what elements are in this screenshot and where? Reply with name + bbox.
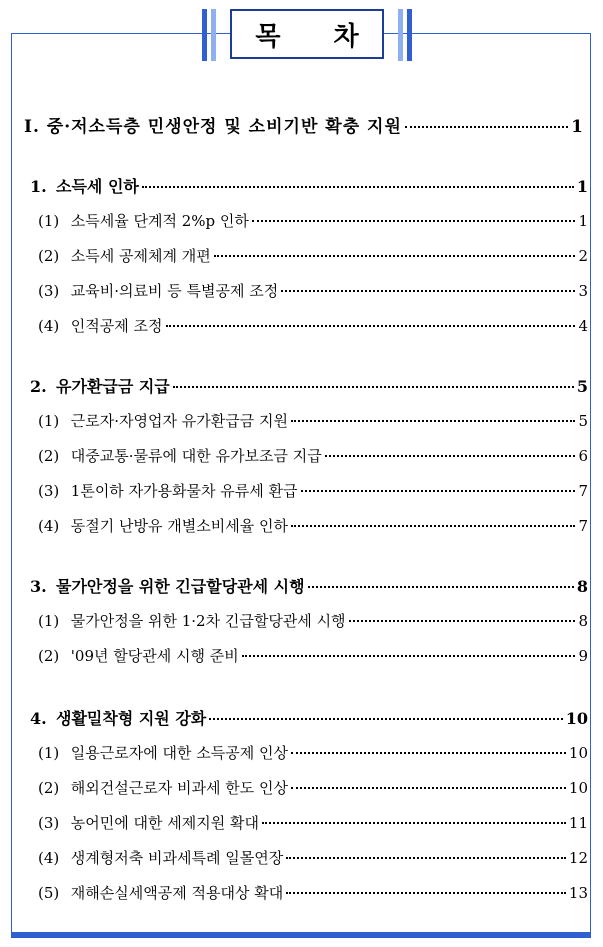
item-page: 9	[578, 647, 588, 665]
item-number: (2)	[38, 247, 60, 265]
item-number: (2)	[38, 447, 60, 465]
item-page: 4	[578, 317, 588, 335]
leader-dots	[291, 787, 566, 789]
item-number: (3)	[38, 282, 60, 300]
leader-dots	[349, 620, 576, 622]
item-label: 소득세 공제체계 개편	[70, 247, 211, 265]
item-page: 6	[578, 447, 588, 465]
toc-item[interactable]	[38, 245, 588, 266]
item-label: 해외건설근로자 비과세 한도 인상	[70, 779, 288, 797]
section-number: 3.	[30, 577, 47, 596]
toc-item[interactable]	[38, 610, 588, 631]
leader-dots	[142, 186, 574, 188]
item-label: 생계형저축 비과세특례 일몰연장	[70, 849, 284, 867]
toc-item[interactable]	[38, 882, 588, 903]
item-label: 인적공제 조정	[70, 317, 163, 335]
item-page: 5	[578, 412, 588, 430]
leader-dots	[209, 718, 562, 720]
item-label: 근로자·자영업자 유가환급금 지원	[70, 412, 288, 430]
toc-item[interactable]	[38, 812, 588, 833]
title-bar-right-dark	[407, 9, 412, 61]
toc-item[interactable]	[38, 847, 588, 868]
section-page: 5	[576, 377, 588, 396]
leader-dots	[308, 586, 574, 588]
chapter-label: Ⅰ. 중·저소득층 민생안정 및 소비기반 확충 지원	[24, 117, 402, 137]
toc-item[interactable]	[38, 445, 588, 466]
item-number: (2)	[38, 779, 60, 797]
item-number: (1)	[38, 612, 60, 630]
section-label: 유가환급금 지급	[56, 377, 170, 396]
item-page: 11	[568, 814, 588, 832]
item-label: 물가안정을 위한 1·2차 긴급할당관세 시행	[70, 612, 346, 630]
leader-dots	[286, 857, 566, 859]
leader-dots	[301, 490, 576, 492]
item-label: 대중교통·물류에 대한 유가보조금 지급	[70, 447, 322, 465]
toc-section-4[interactable]	[30, 706, 588, 729]
item-number: (1)	[38, 744, 60, 762]
title-banner	[202, 9, 412, 61]
item-page: 7	[578, 517, 588, 535]
item-number: (4)	[38, 317, 60, 335]
title-bar-left-light	[211, 9, 216, 61]
item-page: 1	[578, 212, 588, 230]
item-number: (4)	[38, 517, 60, 535]
item-number: (5)	[38, 884, 60, 902]
item-label: '09년 할당관세 시행 준비	[70, 647, 239, 665]
leader-dots	[405, 126, 568, 128]
leader-dots	[214, 255, 576, 257]
section-page: 1	[576, 177, 588, 196]
toc-item[interactable]	[38, 315, 588, 336]
toc-item[interactable]	[38, 645, 588, 666]
section-label: 물가안정을 위한 긴급할당관세 시행	[56, 577, 305, 596]
item-label: 교육비·의료비 등 특별공제 조정	[70, 282, 279, 300]
section-number: 2.	[30, 377, 47, 396]
toc-item[interactable]	[38, 777, 588, 798]
leader-dots	[166, 325, 576, 327]
leader-dots	[281, 290, 575, 292]
item-number: (1)	[38, 212, 60, 230]
toc-item[interactable]	[38, 480, 588, 501]
item-label: 재해손실세액공제 적용대상 확대	[70, 884, 284, 902]
item-number: (2)	[38, 647, 60, 665]
section-page: 8	[576, 577, 588, 596]
item-page: 3	[578, 282, 588, 300]
item-number: (3)	[38, 814, 60, 832]
leader-dots	[291, 752, 566, 754]
toc-item[interactable]	[38, 210, 588, 231]
toc-item[interactable]	[38, 280, 588, 301]
toc-item[interactable]	[38, 742, 588, 763]
item-label: 일용근로자에 대한 소득공제 인상	[70, 744, 288, 762]
toc-section-3[interactable]	[30, 574, 588, 597]
title-bar-left-dark	[202, 9, 207, 61]
page-title: 목 차	[255, 21, 381, 52]
item-page: 10	[568, 744, 588, 762]
leader-dots	[286, 892, 566, 894]
item-page: 10	[568, 779, 588, 797]
toc-chapter[interactable]	[24, 112, 584, 137]
leader-dots	[252, 220, 576, 222]
leader-dots	[173, 386, 574, 388]
item-page: 12	[568, 849, 588, 867]
section-label: 소득세 인하	[56, 177, 139, 196]
title-bar-right-light	[398, 9, 403, 61]
section-number: 1.	[30, 177, 47, 196]
toc-section-2[interactable]	[30, 374, 588, 397]
item-page: 13	[568, 884, 588, 902]
title-box	[230, 9, 384, 59]
item-label: 1톤이하 자가용화물차 유류세 환급	[70, 482, 298, 500]
toc-item[interactable]	[38, 515, 588, 536]
toc-item[interactable]	[38, 410, 588, 431]
item-label: 소득세율 단계적 2%p 인하	[70, 212, 249, 230]
chapter-page: 1	[571, 117, 584, 137]
section-page: 10	[565, 709, 588, 728]
toc-section-1[interactable]	[30, 174, 588, 197]
item-label: 동절기 난방유 개별소비세율 인하	[70, 517, 288, 535]
leader-dots	[242, 655, 576, 657]
item-page: 8	[578, 612, 588, 630]
leader-dots	[262, 822, 566, 824]
item-page: 7	[578, 482, 588, 500]
frame-bottom-bar	[11, 932, 591, 938]
leader-dots	[291, 420, 576, 422]
leader-dots	[291, 525, 576, 527]
item-page: 2	[578, 247, 588, 265]
item-label: 농어민에 대한 세제지원 확대	[70, 814, 259, 832]
item-number: (3)	[38, 482, 60, 500]
leader-dots	[325, 455, 576, 457]
section-number: 4.	[30, 709, 47, 728]
item-number: (4)	[38, 849, 60, 867]
section-label: 생활밀착형 지원 강화	[56, 709, 207, 728]
item-number: (1)	[38, 412, 60, 430]
